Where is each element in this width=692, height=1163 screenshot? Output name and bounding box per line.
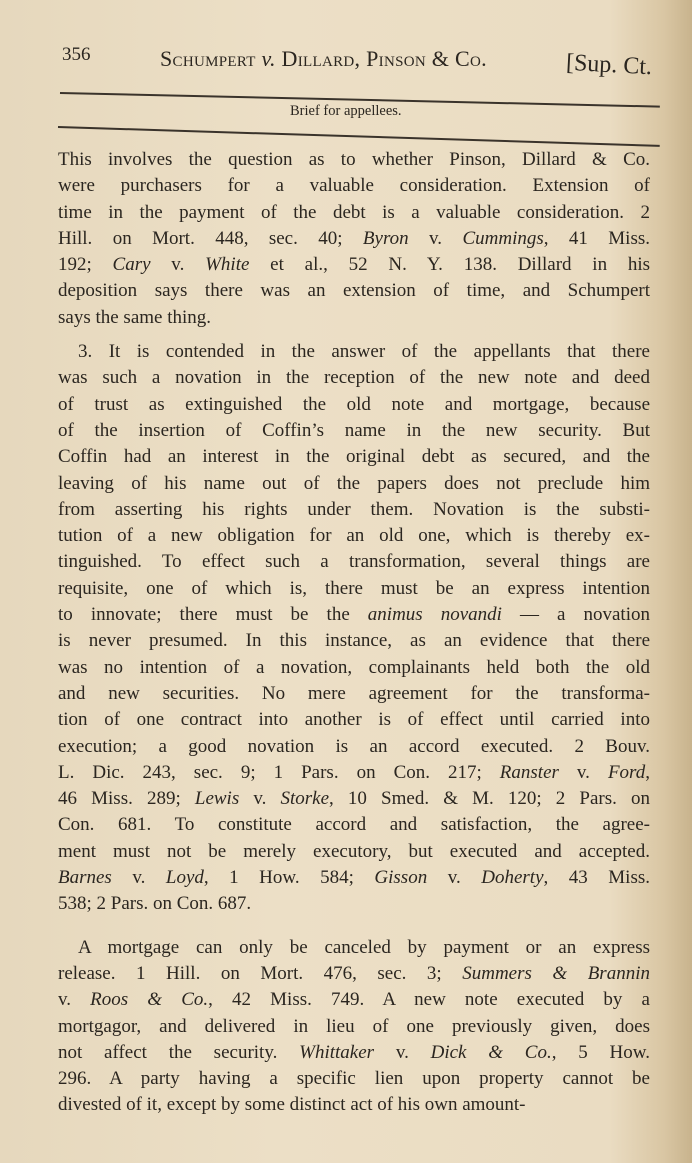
text-segment: divested of it, except by some distinct act of his own amount- <box>58 1094 526 1116</box>
text-line <box>58 935 650 961</box>
header-rule-bottom <box>58 126 660 146</box>
text-segment: is never presumed. In this instance, as an evidence that there <box>58 630 650 652</box>
case-citation-italic: Lewis <box>194 788 240 810</box>
text-segment: , 5 How. <box>551 1041 650 1063</box>
text-line <box>58 786 650 812</box>
case-citation-italic: Roos & Co. <box>90 989 209 1011</box>
text-segment: , 43 Miss. <box>543 867 650 889</box>
text-line <box>58 226 650 252</box>
text-line <box>58 760 650 786</box>
text-line <box>58 812 650 838</box>
text-segment: v. <box>408 227 463 249</box>
subheading: Brief for appellees. <box>290 103 402 119</box>
case-citation-italic: Barnes <box>58 867 112 889</box>
text-segment: A mortgage can only be canceled by payment or an express <box>78 936 650 958</box>
text-segment: requisite, one of which is, there must be an express intention <box>58 577 650 599</box>
text-segment: v. <box>558 761 608 783</box>
text-line <box>58 987 650 1013</box>
text-segment: , <box>645 761 650 783</box>
text-segment: says the same thing. <box>58 306 212 328</box>
text-segment: of the insertion of Coffin’s name in the new security. But <box>58 419 650 441</box>
text-segment: v. <box>239 788 281 810</box>
text-line <box>58 444 650 470</box>
text-segment: , 41 Miss. <box>543 227 650 249</box>
text-line <box>58 576 650 602</box>
text-segment: execution; a good novation is an accord executed. 2 Bouv. <box>58 735 650 757</box>
text-segment: v. <box>58 989 91 1011</box>
text-segment: was no intention of a novation, complainants held both the old <box>58 656 650 678</box>
running-head-versus: v. <box>261 46 276 71</box>
case-citation-italic: animus novandi <box>367 604 502 626</box>
case-citation-italic: Loyd <box>165 867 204 889</box>
text-segment: Coffin had an interest in the original debt as secured, and the <box>58 446 650 468</box>
text-line <box>58 1040 650 1066</box>
page-number: 356 <box>62 44 91 65</box>
text-segment: 3. It is contended in the answer of the appellants that there <box>78 341 650 363</box>
case-citation-italic: Cary <box>112 254 151 276</box>
paragraph <box>58 339 650 918</box>
text-line <box>58 173 650 199</box>
text-segment: from asserting his rights under them. Novation is the substi- <box>58 498 650 520</box>
text-line <box>58 602 650 628</box>
text-segment: ment must not be merely executory, but executed and accepted. <box>58 840 650 862</box>
text-line <box>58 471 650 497</box>
text-segment: 46 Miss. 289; <box>58 788 195 810</box>
text-line <box>58 497 650 523</box>
text-line <box>58 865 650 891</box>
text-segment: Hill. on Mort. 448, sec. 40; <box>58 227 363 249</box>
text-line <box>58 365 650 391</box>
text-line <box>58 418 650 444</box>
text-line <box>58 339 650 365</box>
case-citation-italic: Dick & Co. <box>430 1041 552 1063</box>
text-segment: , 42 Miss. 749. A new note executed by a <box>208 989 650 1011</box>
text-line <box>58 1092 650 1118</box>
text-segment: v. <box>150 254 206 276</box>
text-segment: deposition says there was an extension of time, and Schumpert <box>58 280 650 302</box>
text-segment: L. Dic. 243, sec. 9; 1 Pars. on Con. 217; <box>58 761 500 783</box>
text-line <box>58 961 650 987</box>
text-line <box>58 1014 650 1040</box>
text-line <box>58 392 650 418</box>
text-line <box>58 1066 650 1092</box>
body-text <box>58 147 650 1119</box>
text-segment: tution of a new obligation for an old one, which is thereby ex- <box>58 525 650 547</box>
text-line <box>58 147 650 173</box>
paragraph <box>58 935 650 1119</box>
text-line <box>58 523 650 549</box>
text-segment: 296. A party having a specific lien upon property cannot be <box>58 1068 650 1090</box>
case-citation-italic: Summers & Brannin <box>462 962 650 984</box>
text-segment: tinguished. To effect such a transformation, several things are <box>58 551 650 573</box>
text-segment: and new securities. No mere agreement for the transforma- <box>58 682 650 704</box>
case-citation-italic: Doherty <box>481 867 544 889</box>
text-segment: , 1 How. 584; <box>203 867 375 889</box>
text-segment: was such a novation in the reception of the new note and deed <box>58 367 650 389</box>
case-citation-italic: Gisson <box>374 867 428 889</box>
text-line <box>58 200 650 226</box>
text-line <box>58 681 650 707</box>
text-segment: of trust as extinguished the old note and mortgage, because <box>58 393 650 415</box>
text-segment: This involves the question as to whether Pinson, Dillard & Co. <box>58 149 650 170</box>
case-citation-italic: Whittaker <box>299 1041 375 1063</box>
court-label: [Sup. Ct. <box>565 49 653 81</box>
text-line <box>58 707 650 733</box>
text-line <box>58 839 650 865</box>
text-segment: were purchasers for a valuable consideration. Extension of <box>58 175 650 197</box>
text-segment: mortgagor, and delivered in lieu of one previously given, does <box>58 1015 650 1037</box>
running-head <box>160 46 487 72</box>
text-line <box>58 305 650 331</box>
case-citation-italic: White <box>205 254 250 276</box>
text-segment: , 10 Smed. & M. 120; 2 Pars. on <box>329 788 650 810</box>
case-citation-italic: Ford <box>607 761 646 783</box>
case-citation-italic: Ranster <box>499 761 559 783</box>
text-line <box>58 655 650 681</box>
text-segment: time in the payment of the debt is a valuable consideration. 2 <box>58 201 650 223</box>
case-citation-italic: Cummings <box>462 227 544 249</box>
case-citation-italic: Byron <box>362 227 409 249</box>
text-segment: release. 1 Hill. on Mort. 476, sec. 3; <box>58 962 463 984</box>
text-segment: to innovate; there must be the <box>58 604 368 626</box>
text-segment: tion of one contract into another is of effect until carried into <box>58 709 650 731</box>
text-segment: et al., 52 N. Y. 138. Dillard in his <box>249 254 650 276</box>
case-citation-italic: Storke <box>280 788 330 810</box>
text-line <box>58 549 650 575</box>
text-segment: 538; 2 Pars. on Con. 687. <box>58 893 252 915</box>
text-segment: v. <box>111 867 166 889</box>
text-line <box>58 734 650 760</box>
text-segment: — a novation <box>501 604 650 626</box>
running-head-plaintiff: Schumpert <box>160 46 262 71</box>
running-head-defendant: Dillard, Pinson & Co. <box>275 46 487 71</box>
text-line <box>58 628 650 654</box>
text-line <box>58 252 650 278</box>
text-line <box>58 891 650 917</box>
text-segment: leaving of his name out of the papers does not preclude him <box>58 472 650 494</box>
text-segment: Con. 681. To constitute accord and satisfaction, the agree- <box>58 814 650 836</box>
text-segment: v. <box>427 867 482 889</box>
text-segment: 192; <box>58 254 113 276</box>
paragraph <box>58 147 650 331</box>
text-segment: v. <box>374 1041 431 1063</box>
text-segment: not affect the security. <box>58 1041 300 1063</box>
text-line <box>58 278 650 304</box>
